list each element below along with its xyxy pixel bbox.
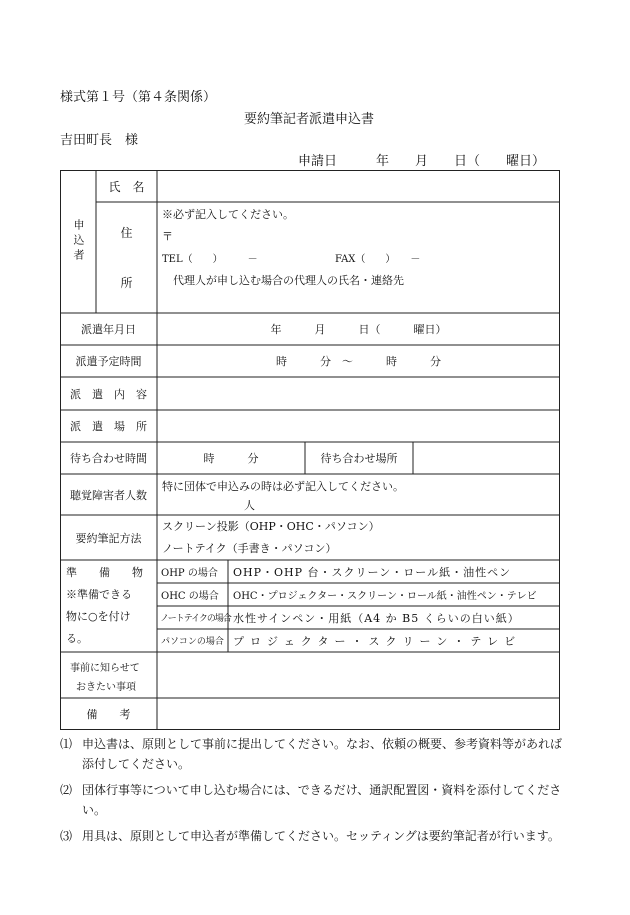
equipment-items-pc[interactable]: プロジェクター・スクリーン・テレビ bbox=[233, 634, 522, 648]
dispatch-date-label: 派遣年月日 bbox=[81, 323, 136, 336]
note-text: 用具は、原則として申込者が準備してください。セッティングは要約筆記者が行います。 bbox=[82, 829, 560, 843]
dispatch-place-field[interactable] bbox=[157, 410, 560, 442]
dispatch-place-label: 派 遣 場 所 bbox=[70, 420, 147, 433]
fax-label: FAX（ ） － bbox=[335, 254, 421, 265]
postal-mark: 〒 bbox=[162, 230, 173, 243]
participants-unit: 人 bbox=[244, 499, 255, 512]
equipment-type-ohc: OHC の場合 bbox=[161, 591, 219, 602]
note-item bbox=[60, 780, 570, 820]
dispatch-time-label: 派遣予定時間 bbox=[75, 355, 142, 368]
method-option-notetake[interactable]: ノートテイク（手書き・パソコン） bbox=[162, 542, 337, 555]
method-label: 要約筆記方法 bbox=[75, 531, 142, 545]
note-text: 団体行事等について申し込む場合には、できるだけ、通訳配置図・資料を添付してください。 bbox=[82, 783, 562, 817]
notes-list bbox=[60, 734, 570, 852]
participants-note: 特に団体で申込みの時は必ず記入してください。 bbox=[162, 480, 404, 493]
dispatch-content-label: 派 遣 内 容 bbox=[70, 387, 147, 401]
equipment-label-line2: ※準備できる bbox=[66, 588, 132, 601]
prior-notice-label-line2: おきたい事項 bbox=[76, 682, 136, 693]
addressee: 吉田町長 様 bbox=[60, 133, 139, 148]
application-form-table bbox=[60, 170, 560, 730]
equipment-items-ohc[interactable]: OHC・プロジェクター・スクリーン・ロール紙・油性ペン・テレビ bbox=[233, 591, 537, 602]
method-option-screen[interactable]: スクリーン投影（OHP・OHC・パソコン） bbox=[162, 520, 380, 533]
note-item bbox=[60, 734, 570, 774]
dispatch-date-field[interactable]: 年 月 日（ 曜日） bbox=[270, 323, 447, 336]
form-id: 様式第１号（第４条関係） bbox=[60, 90, 217, 105]
address-label-bottom: 所 bbox=[120, 275, 133, 290]
equipment-label-line3: 物に○を付け bbox=[66, 610, 131, 623]
equipment-label-line1: 準 備 物 bbox=[66, 566, 143, 579]
meeting-place-label: 待ち合わせ場所 bbox=[320, 452, 398, 465]
name-field[interactable] bbox=[157, 170, 560, 202]
remarks-label: 備 考 bbox=[86, 708, 131, 721]
note-text: 申込書は、原則として事前に提出してください。なお、依頼の概要、参考資料等があれば添付してください。 bbox=[82, 737, 563, 771]
required-note: ※必ず記入してください。 bbox=[162, 208, 294, 221]
applicant-group-label: 申込者 bbox=[72, 219, 85, 264]
prior-notice-field[interactable] bbox=[157, 652, 560, 698]
equipment-items-notetake[interactable]: 水性サインペン・用紙（A4 か B5 くらいの白い紙） bbox=[233, 611, 520, 625]
equipment-type-ohp: OHP の場合 bbox=[161, 568, 218, 579]
note-item bbox=[60, 826, 570, 846]
note-number: ⑶ bbox=[60, 829, 73, 843]
meeting-time-label: 待ち合わせ時間 bbox=[70, 452, 147, 465]
equipment-items-ohp[interactable]: OHP・OHP 台・スクリーン・ロール紙・油性ペン bbox=[233, 565, 512, 579]
tel-label: TEL（ ） － bbox=[162, 254, 258, 265]
application-date: 申請日 年 月 日（ 曜日） bbox=[298, 154, 546, 169]
page-title: 要約筆記者派遣申込書 bbox=[244, 112, 375, 127]
participants-label: 聴覚障害者人数 bbox=[70, 488, 147, 502]
equipment-type-pc: パソコンの場合 bbox=[161, 637, 224, 647]
dispatch-time-field[interactable]: 時 分 ～ 時 分 bbox=[276, 355, 441, 368]
address-label-top: 住 bbox=[120, 225, 133, 240]
note-number: ⑴ bbox=[60, 737, 73, 751]
remarks-field[interactable] bbox=[157, 698, 560, 730]
meeting-place-field[interactable] bbox=[413, 442, 560, 474]
equipment-label-line4: る。 bbox=[66, 632, 88, 645]
prior-notice-label-line1: 事前に知らせて bbox=[70, 663, 140, 674]
dispatch-content-field[interactable] bbox=[157, 377, 560, 410]
equipment-type-notetake: ノートテイクの場合 bbox=[160, 614, 231, 624]
note-number: ⑵ bbox=[60, 783, 73, 797]
name-label: 氏 名 bbox=[108, 179, 145, 194]
proxy-note: 代理人が申し込む場合の代理人の氏名・連絡先 bbox=[173, 274, 404, 287]
meeting-time-field[interactable]: 時 分 bbox=[203, 452, 259, 465]
